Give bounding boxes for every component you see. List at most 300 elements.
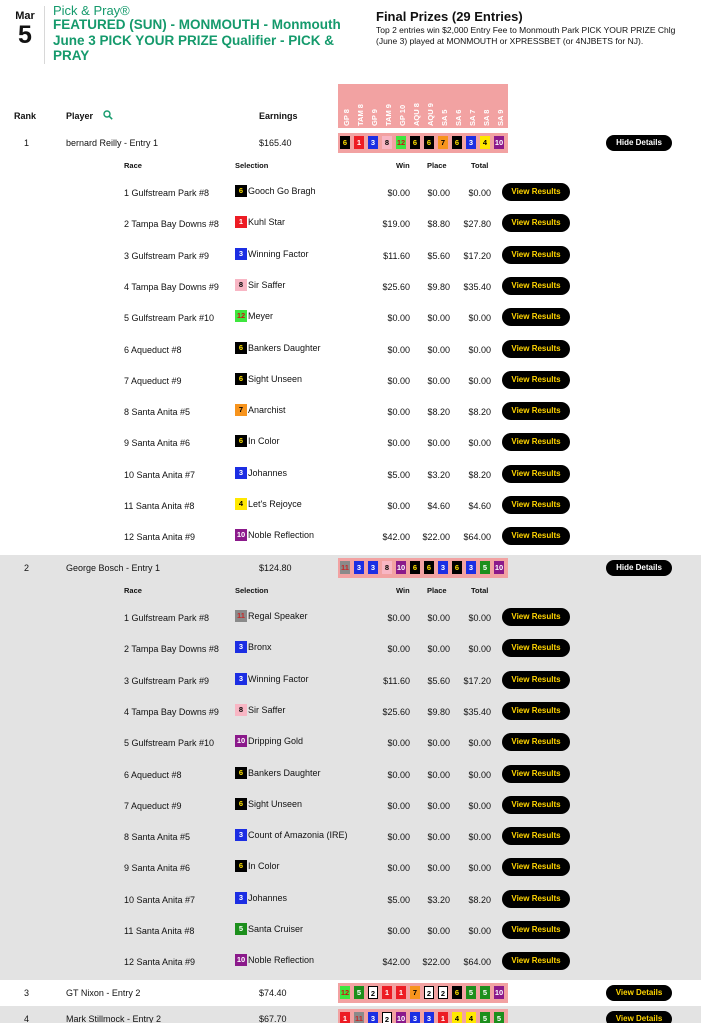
- place-amount: $9.80: [427, 706, 450, 717]
- prizes-description: Top 2 entries win $2,000 Entry Fee to Monmouth Park PICK YOUR PRIZE Chlg (June 3) played at MONMOUTH or XPRESSBET (or 4NJBETS for NJ).: [376, 25, 676, 46]
- horse-name: In Color: [248, 861, 280, 872]
- detail-row: [0, 821, 701, 852]
- horse-name: Anarchist: [248, 405, 286, 416]
- pick-number: 5: [480, 561, 490, 574]
- win-amount: $42.00: [382, 532, 410, 543]
- leaderboard-row: [0, 1006, 701, 1023]
- total-amount: $64.00: [463, 957, 491, 968]
- race-column-label: GP 8: [342, 109, 351, 126]
- program-number: 6: [235, 860, 247, 872]
- earnings-value: $165.40: [259, 138, 292, 148]
- horse-name: Noble Reflection: [248, 530, 315, 541]
- program-number: 12: [236, 311, 246, 321]
- earnings-value: $124.80: [259, 563, 292, 573]
- race-column-label: SA 7: [468, 109, 477, 126]
- pick-number: 4: [452, 1012, 462, 1023]
- pick-number: 6: [410, 136, 420, 149]
- pick-number: 6: [410, 561, 420, 574]
- program-number: 3: [235, 673, 247, 685]
- view-results-button[interactable]: View Results: [502, 921, 570, 939]
- total-amount: $35.40: [463, 706, 491, 717]
- pick-number: 11: [341, 563, 349, 572]
- selection: [235, 954, 314, 967]
- selection: [235, 641, 272, 654]
- program-number: 3: [235, 641, 247, 653]
- total-amount: $0.00: [468, 644, 491, 655]
- race-name: 2 Tampa Bay Downs #8: [124, 644, 219, 655]
- player-name[interactable]: GT Nixon - Entry 2: [66, 988, 141, 998]
- view-details-button[interactable]: View Details: [606, 1011, 672, 1023]
- race-name: 10 Santa Anita #7: [124, 469, 196, 480]
- detail-row: [0, 177, 701, 208]
- picks-strip: [338, 983, 508, 1003]
- win-amount: $0.00: [387, 613, 410, 623]
- race-name: 6 Aqueduct #8: [124, 344, 182, 355]
- race-column-label: SA 9: [496, 109, 505, 126]
- pick-number: 10: [494, 563, 504, 572]
- view-results-button[interactable]: View Results: [502, 402, 570, 420]
- win-amount: $0.00: [387, 313, 410, 324]
- player-name[interactable]: Mark Stillmock - Entry 2: [66, 1014, 162, 1023]
- selection: [235, 279, 285, 292]
- race-name: 11 Santa Anita #8: [124, 926, 195, 936]
- program-number: 3: [235, 248, 247, 260]
- detail-row: [0, 884, 701, 915]
- place-amount: $4.60: [427, 501, 450, 511]
- search-icon[interactable]: [103, 110, 113, 120]
- race-column-label: TAM 8: [356, 104, 365, 126]
- total-amount: $0.00: [468, 800, 491, 811]
- horse-name: Bronx: [248, 642, 272, 653]
- race-name: 1 Gulfstream Park #8: [124, 613, 210, 623]
- total-header: Total: [471, 586, 489, 595]
- pick-number: 3: [466, 561, 476, 574]
- view-results-button[interactable]: View Results: [502, 952, 570, 970]
- race-column-label: AQU 8: [412, 103, 421, 126]
- pick-number: 3: [368, 561, 378, 574]
- selection: [235, 860, 280, 873]
- pick-number: 1: [354, 136, 364, 149]
- entry-details: [0, 156, 701, 555]
- program-number: 4: [235, 498, 247, 510]
- pick-number: 5: [466, 986, 476, 999]
- rank-value: 4: [24, 1014, 30, 1023]
- race-column-label: SA 5: [440, 109, 449, 126]
- place-amount: $0.00: [427, 832, 450, 843]
- detail-row: [0, 396, 701, 427]
- detail-row: [0, 696, 701, 727]
- pick-number: 3: [466, 136, 476, 149]
- program-number: 6: [235, 798, 247, 810]
- horse-name: Bankers Daughter: [248, 342, 321, 353]
- place-amount: $0.00: [427, 644, 450, 655]
- race-name: 9 Santa Anita #6: [124, 438, 191, 449]
- view-results-button[interactable]: View Results: [502, 765, 570, 783]
- pick-number: 7: [410, 986, 420, 999]
- pick-number: 8: [382, 561, 392, 574]
- win-amount: $0.00: [387, 188, 410, 198]
- total-amount: $4.60: [468, 501, 491, 511]
- player-column-header[interactable]: Player: [66, 111, 94, 121]
- pick-number: 3: [410, 1012, 420, 1023]
- horse-name: Santa Cruiser: [248, 924, 304, 934]
- detail-row: [0, 633, 701, 664]
- earnings-value: $74.40: [259, 988, 287, 998]
- race-name: 12 Santa Anita #9: [124, 957, 196, 968]
- view-results-button[interactable]: View Results: [502, 433, 570, 451]
- pick-number: 5: [494, 1012, 504, 1023]
- win-header: Win: [396, 586, 410, 595]
- detail-row: [0, 302, 701, 333]
- detail-row: [0, 490, 701, 521]
- pick-number: 2: [382, 1012, 392, 1023]
- total-header: Total: [471, 161, 489, 170]
- pick-number: 12: [340, 988, 350, 997]
- race-column-label: TAM 9: [384, 104, 393, 126]
- place-header: Place: [427, 161, 447, 170]
- view-results-button[interactable]: View Results: [502, 308, 570, 326]
- race-column-label: AQU 9: [426, 103, 435, 126]
- race-name: 5 Gulfstream Park #10: [124, 313, 215, 324]
- race-name: 11 Santa Anita #8: [124, 501, 195, 511]
- program-number: 6: [235, 373, 247, 385]
- selection: [235, 185, 316, 198]
- place-amount: $8.80: [427, 219, 450, 230]
- total-amount: $0.00: [468, 926, 491, 936]
- detail-row: [0, 365, 701, 396]
- picks-strip: [338, 1009, 508, 1023]
- total-amount: $0.00: [468, 613, 491, 623]
- pick-number: 1: [396, 986, 406, 999]
- win-amount: $0.00: [387, 344, 410, 355]
- win-amount: $11.60: [383, 250, 410, 261]
- place-amount: $0.00: [427, 613, 450, 623]
- win-amount: $0.00: [387, 375, 410, 386]
- player-name[interactable]: bernard Reilly - Entry 1: [66, 138, 159, 148]
- total-amount: $35.40: [463, 281, 491, 292]
- horse-name: Sight Unseen: [248, 798, 303, 809]
- selection: [235, 529, 314, 542]
- total-amount: $17.20: [463, 675, 491, 686]
- total-amount: $0.00: [468, 438, 491, 449]
- pick-number: 3: [368, 136, 378, 149]
- rank-value: 3: [24, 988, 30, 998]
- pick-number: 3: [438, 561, 448, 574]
- selection: [235, 767, 321, 780]
- program-number: 11: [235, 610, 247, 622]
- date-month: Mar: [15, 10, 35, 22]
- detail-row: [0, 459, 701, 490]
- rank-column-header: Rank: [14, 111, 37, 121]
- hide-details-button[interactable]: Hide Details: [606, 135, 672, 151]
- place-amount: $5.60: [427, 675, 450, 686]
- race-name: 10 Santa Anita #7: [124, 894, 196, 905]
- horse-name: Gooch Go Bragh: [248, 186, 316, 196]
- selection: [235, 735, 303, 748]
- program-number: 6: [235, 342, 247, 354]
- total-amount: $0.00: [468, 769, 491, 780]
- header-divider: [44, 6, 45, 64]
- detail-row: [0, 427, 701, 458]
- win-amount: $0.00: [387, 738, 410, 749]
- win-amount: $5.00: [387, 469, 410, 480]
- place-amount: $22.00: [422, 957, 450, 968]
- win-amount: $25.60: [382, 281, 410, 292]
- place-amount: $0.00: [427, 769, 450, 780]
- pick-number: 12: [396, 138, 406, 147]
- view-results-button[interactable]: View Results: [502, 733, 570, 751]
- program-number: 3: [235, 829, 247, 841]
- earnings-value: $67.70: [259, 1014, 287, 1023]
- view-results-button[interactable]: View Results: [502, 371, 570, 389]
- total-amount: $8.20: [468, 469, 491, 480]
- pick-number: 10: [396, 563, 406, 572]
- race-column-label: GP 9: [370, 109, 379, 126]
- view-results-button[interactable]: View Results: [502, 890, 570, 908]
- win-amount: $0.00: [387, 644, 410, 655]
- view-results-button[interactable]: View Results: [502, 214, 570, 232]
- pick-number: 1: [438, 1012, 448, 1023]
- program-number: 8: [235, 279, 247, 291]
- race-name: 3 Gulfstream Park #9: [124, 250, 210, 261]
- hide-details-button[interactable]: Hide Details: [606, 560, 672, 576]
- race-name: 12 Santa Anita #9: [124, 532, 196, 543]
- detail-row: [0, 665, 701, 696]
- race-name: 6 Aqueduct #8: [124, 769, 182, 780]
- detail-row: [0, 946, 701, 977]
- detail-row: [0, 727, 701, 758]
- win-amount: $0.00: [387, 800, 410, 811]
- horse-name: Meyer: [248, 311, 274, 322]
- race-name: 1 Gulfstream Park #8: [124, 188, 210, 198]
- rank-value: 1: [24, 138, 30, 148]
- horse-name: Count of Amazonia (IRE): [248, 830, 348, 841]
- total-amount: $0.00: [468, 188, 491, 198]
- race-name: 5 Gulfstream Park #10: [124, 738, 215, 749]
- pick-number: 6: [452, 561, 462, 574]
- pick-number: 8: [382, 136, 392, 149]
- total-amount: $27.80: [463, 219, 491, 230]
- win-amount: $25.60: [382, 706, 410, 717]
- win-header: Win: [396, 161, 410, 170]
- view-results-button[interactable]: View Results: [502, 608, 570, 626]
- horse-name: Let's Rejoyce: [248, 499, 302, 509]
- race-name: 8 Santa Anita #5: [124, 407, 191, 418]
- view-results-button[interactable]: View Results: [502, 796, 570, 814]
- pick-number: 6: [340, 136, 350, 149]
- contest-title[interactable]: FEATURED (SUN) - MONMOUTH - Monmouth June 3 PICK YOUR PRIZE Qualifier - PICK & PRAY: [53, 17, 341, 63]
- picks-strip: [338, 133, 508, 153]
- race-name: 2 Tampa Bay Downs #8: [124, 219, 219, 230]
- total-amount: $0.00: [468, 863, 491, 874]
- race-column-label: SA 6: [454, 109, 463, 126]
- pick-number: 5: [480, 986, 490, 999]
- view-results-button[interactable]: View Results: [502, 465, 570, 483]
- pick-number: 1: [340, 1012, 350, 1023]
- detail-row: [0, 759, 701, 790]
- view-results-button[interactable]: View Results: [502, 639, 570, 657]
- place-amount: $0.00: [427, 438, 450, 449]
- selection: [235, 342, 321, 355]
- horse-name: Sir Saffer: [248, 704, 286, 715]
- win-amount: $0.00: [387, 926, 410, 936]
- race-header: Race: [124, 161, 142, 170]
- win-amount: $0.00: [387, 407, 410, 418]
- view-results-button[interactable]: View Results: [502, 183, 570, 201]
- leaderboard-row: [0, 555, 701, 581]
- win-amount: $11.60: [383, 675, 410, 686]
- race-name: 3 Gulfstream Park #9: [124, 675, 210, 686]
- program-number: 6: [235, 435, 247, 447]
- selection: [235, 467, 287, 480]
- place-amount: $0.00: [427, 800, 450, 811]
- date-day: 5: [18, 21, 32, 49]
- place-amount: $8.20: [427, 407, 450, 418]
- win-amount: $42.00: [382, 957, 410, 968]
- total-amount: $8.20: [468, 407, 491, 418]
- player-name[interactable]: George Bosch - Entry 1: [66, 563, 161, 573]
- selection: [235, 610, 308, 623]
- selection: [235, 216, 285, 229]
- pick-number: 5: [354, 986, 364, 999]
- horse-name: Johannes: [248, 892, 288, 903]
- program-number: 8: [235, 704, 247, 716]
- horse-name: In Color: [248, 436, 280, 447]
- view-details-button[interactable]: View Details: [606, 985, 672, 1001]
- race-name: 4 Tampa Bay Downs #9: [124, 281, 219, 292]
- selection: [235, 704, 285, 717]
- pick-number: 3: [424, 1012, 434, 1023]
- total-amount: $0.00: [468, 313, 491, 324]
- selection: [235, 923, 303, 936]
- place-amount: $0.00: [427, 188, 450, 198]
- place-header: Place: [427, 586, 447, 595]
- detail-row: [0, 790, 701, 821]
- view-results-button[interactable]: View Results: [502, 496, 570, 514]
- detail-row: [0, 240, 701, 271]
- pick-number: 1: [382, 986, 392, 999]
- place-amount: $3.20: [427, 469, 450, 480]
- program-number: 10: [236, 736, 246, 746]
- detail-row: [0, 334, 701, 365]
- program-number: 5: [235, 923, 247, 935]
- pick-number: 6: [424, 561, 434, 574]
- horse-name: Sight Unseen: [248, 373, 303, 384]
- selection: [235, 435, 280, 448]
- place-amount: $9.80: [427, 281, 450, 292]
- horse-name: Kuhl Star: [248, 217, 286, 228]
- win-amount: $0.00: [387, 863, 410, 874]
- selection: [235, 373, 302, 386]
- race-column-label: GP 10: [398, 104, 407, 126]
- rank-value: 2: [24, 563, 30, 573]
- place-amount: $0.00: [427, 926, 450, 936]
- win-amount: $19.00: [382, 219, 410, 230]
- detail-row: [0, 852, 701, 883]
- detail-row: [0, 915, 701, 946]
- pick-number: 2: [368, 986, 378, 999]
- place-amount: $0.00: [427, 738, 450, 749]
- win-amount: $0.00: [387, 769, 410, 780]
- view-results-button[interactable]: View Results: [502, 527, 570, 545]
- pick-number: 10: [494, 988, 504, 997]
- pick-number: 6: [452, 986, 462, 999]
- win-amount: $0.00: [387, 832, 410, 843]
- picks-strip: [338, 558, 508, 578]
- race-column-label: SA 8: [482, 109, 491, 126]
- contest-header: [0, 0, 701, 80]
- view-results-button[interactable]: View Results: [502, 246, 570, 264]
- selection: [235, 498, 302, 511]
- prizes-title: Final Prizes (29 Entries): [376, 9, 523, 24]
- horse-name: Johannes: [248, 467, 288, 478]
- brand-name: Pick & Pray®: [53, 3, 130, 18]
- pick-number: 3: [368, 1012, 378, 1023]
- view-results-button[interactable]: View Results: [502, 702, 570, 720]
- win-amount: $0.00: [387, 438, 410, 449]
- place-amount: $3.20: [427, 894, 450, 905]
- view-results-button[interactable]: View Results: [502, 340, 570, 358]
- view-results-button[interactable]: View Results: [502, 858, 570, 876]
- leaderboard-row: [0, 980, 701, 1006]
- detail-row: [0, 602, 701, 633]
- view-results-button[interactable]: View Results: [502, 827, 570, 845]
- horse-name: Noble Reflection: [248, 955, 315, 966]
- pick-number: 10: [396, 1014, 406, 1023]
- program-number: 3: [235, 892, 247, 904]
- selection: [235, 673, 309, 686]
- program-number: 10: [236, 955, 246, 965]
- win-amount: $5.00: [387, 894, 410, 905]
- detail-row: [0, 208, 701, 239]
- selection-header: Selection: [235, 161, 269, 170]
- total-amount: $64.00: [463, 532, 491, 543]
- program-number: 10: [236, 530, 246, 540]
- race-name: 9 Santa Anita #6: [124, 863, 191, 874]
- total-amount: $8.20: [468, 894, 491, 905]
- place-amount: $0.00: [427, 344, 450, 355]
- earnings-column-header[interactable]: Earnings: [259, 111, 298, 121]
- horse-name: Winning Factor: [248, 248, 309, 259]
- place-amount: $5.60: [427, 250, 450, 261]
- selection-header: Selection: [235, 586, 269, 595]
- horse-name: Sir Saffer: [248, 279, 286, 290]
- pick-number: 2: [424, 986, 434, 999]
- view-results-button[interactable]: View Results: [502, 671, 570, 689]
- total-amount: $0.00: [468, 344, 491, 355]
- selection: [235, 829, 348, 842]
- program-number: 6: [235, 767, 247, 779]
- program-number: 7: [235, 404, 247, 416]
- pick-number: 6: [424, 136, 434, 149]
- place-amount: $0.00: [427, 375, 450, 386]
- pick-number: 10: [494, 138, 504, 147]
- race-name: 7 Aqueduct #9: [124, 800, 182, 811]
- place-amount: $22.00: [422, 532, 450, 543]
- race-name: 8 Santa Anita #5: [124, 832, 191, 843]
- win-amount: $0.00: [387, 501, 410, 511]
- horse-name: Regal Speaker: [248, 611, 308, 621]
- selection: [235, 310, 273, 323]
- pick-number: 4: [466, 1012, 476, 1023]
- total-amount: $0.00: [468, 832, 491, 843]
- pick-number: 3: [354, 561, 364, 574]
- program-number: 1: [235, 216, 247, 228]
- detail-row: [0, 521, 701, 552]
- total-amount: $0.00: [468, 375, 491, 386]
- view-results-button[interactable]: View Results: [502, 277, 570, 295]
- total-amount: $0.00: [468, 738, 491, 749]
